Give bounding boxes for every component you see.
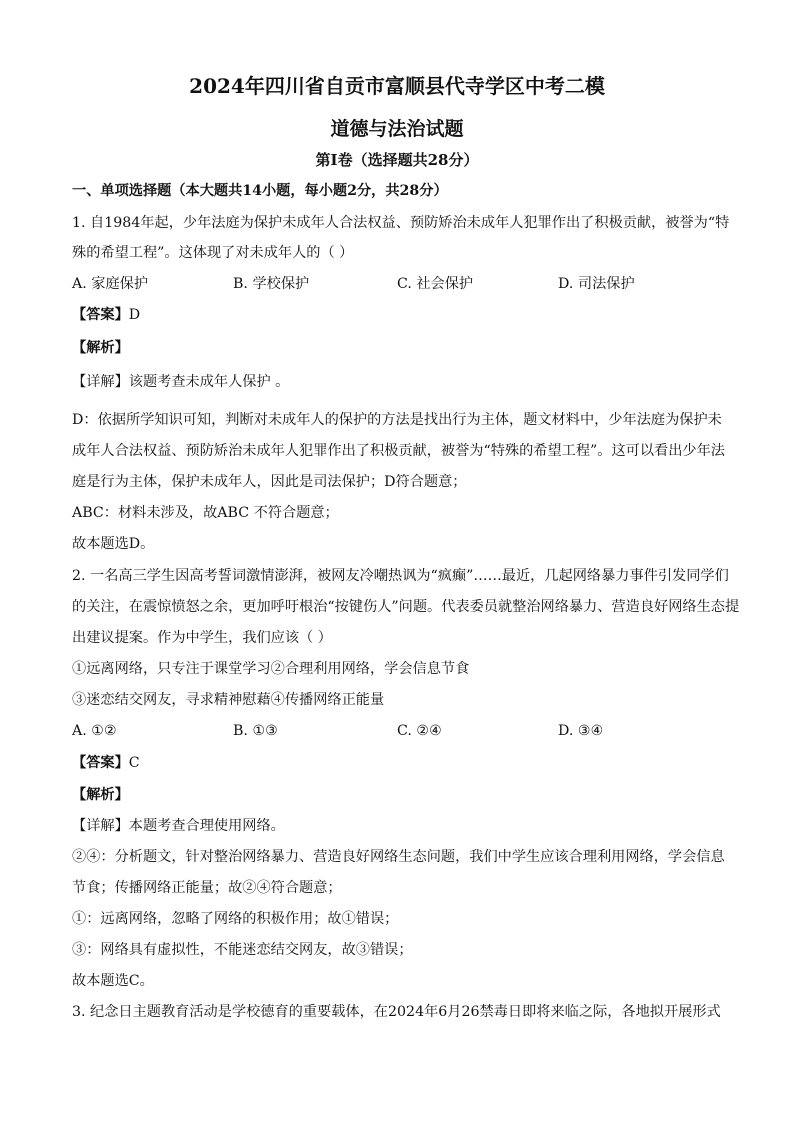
q1-analysis-label: 【解析】 [72,340,129,356]
answer-value: C [128,755,140,771]
exam-subject: 道德与法治试题 [330,118,464,140]
q1-detail-line: ABC：材料未涉及，故ABC 不符合题意； [72,505,339,521]
q2-stem-line: 2. 一名高三学生因高考誓词激情澎湃，被网友冷嘲热讽为“疯癫”……最近，几起网络暴力事件引发同学们 [72,568,729,584]
q1-answer [72,305,724,325]
q1-option-a: A. 家庭保护 [72,276,149,292]
q1-option-b: B. 学校保护 [233,276,310,292]
answer-value: D [128,307,141,323]
q2-detail-line: 节食；传播网络正能量；故②④符合题意； [72,880,342,896]
q1-detail-line: D：依据所学知识可知，判断对未成年人的保护的方法是找出行为主体，题文材料中，少年法庭为保护未 [72,412,722,428]
q3-stem-line: 3. 纪念日主题教育活动是学校德育的重要载体，在2024年6月26禁毒日即将来临之际，各地拟开展形式 [72,1004,721,1020]
q1-detail-line: 【详解】该题考查未成年人保护 。 [72,374,290,390]
q2-detail-line: ③：网络具有虚拟性，不能迷恋结交网友，故③错误； [72,942,413,958]
exam-title: 2024年四川省自贡市富顺县代寺学区中考二模 [189,74,605,98]
q2-analysis-label: 【解析】 [72,787,129,803]
answer-label: 【答案】 [72,307,129,323]
q2-detail-line: ②④：分析题文，针对整治网络暴力、营造良好网络生态问题，我们中学生应该合理利用网络，学会信息 [72,849,725,865]
q2-answer [72,753,724,773]
q2-stem-line: ①远离网络，只专注于课堂学习②合理利用网络，学会信息节食 [72,661,470,677]
q1-stem-line: 殊的希望工程”。这体现了对未成年人的（ ） [72,245,354,261]
q2-option-b: B. ①③ [233,723,278,739]
q2-detail-line: 故本题选C。 [72,973,154,989]
section-heading: 一、单项选择题（本大题共14小题，每小题2分，共28分） [72,183,448,199]
q2-stem-line: ③迷恋结交网友，寻求精神慰藉④传播网络正能量 [72,692,385,708]
q2-detail-line: ①：远离网络，忽略了网络的积极作用；故①错误； [72,911,399,927]
q2-option-c: C. ②④ [397,723,442,739]
q1-detail-line: 故本题选D。 [72,536,155,552]
q2-stem-line: 的关注，在震惊愤怒之余，更加呼吁根治“按键伤人”问题。代表委员就整治网络暴力、营造良好网络生态提 [72,599,740,615]
q2-stem-line: 出建议提案。作为中学生，我们应该（ ） [72,630,332,646]
q1-detail-line: 庭是行为主体，保护未成年人，因此是司法保护；D符合题意； [72,474,467,490]
answer-label: 【答案】 [72,755,129,771]
q1-stem-line: 1. 自1984年起，少年法庭为保护未成年人合法权益、预防矫治未成年人犯罪作出了积极贡献，被誉为“特 [72,215,730,231]
volume-heading: 第I卷（选择题共28分） [315,151,479,169]
q1-option-c: C. 社会保护 [397,276,474,292]
q2-option-d: D. ③④ [558,723,604,739]
q1-detail-line: 成年人合法权益、预防矫治未成年人犯罪作出了积极贡献，被誉为“特殊的希望工程”。这可以看出少年法 [72,443,725,459]
q2-option-a: A. ①② [72,723,117,739]
q1-option-d: D. 司法保护 [558,276,635,292]
q2-detail-line: 【详解】本题考查合理使用网络。 [72,818,285,834]
